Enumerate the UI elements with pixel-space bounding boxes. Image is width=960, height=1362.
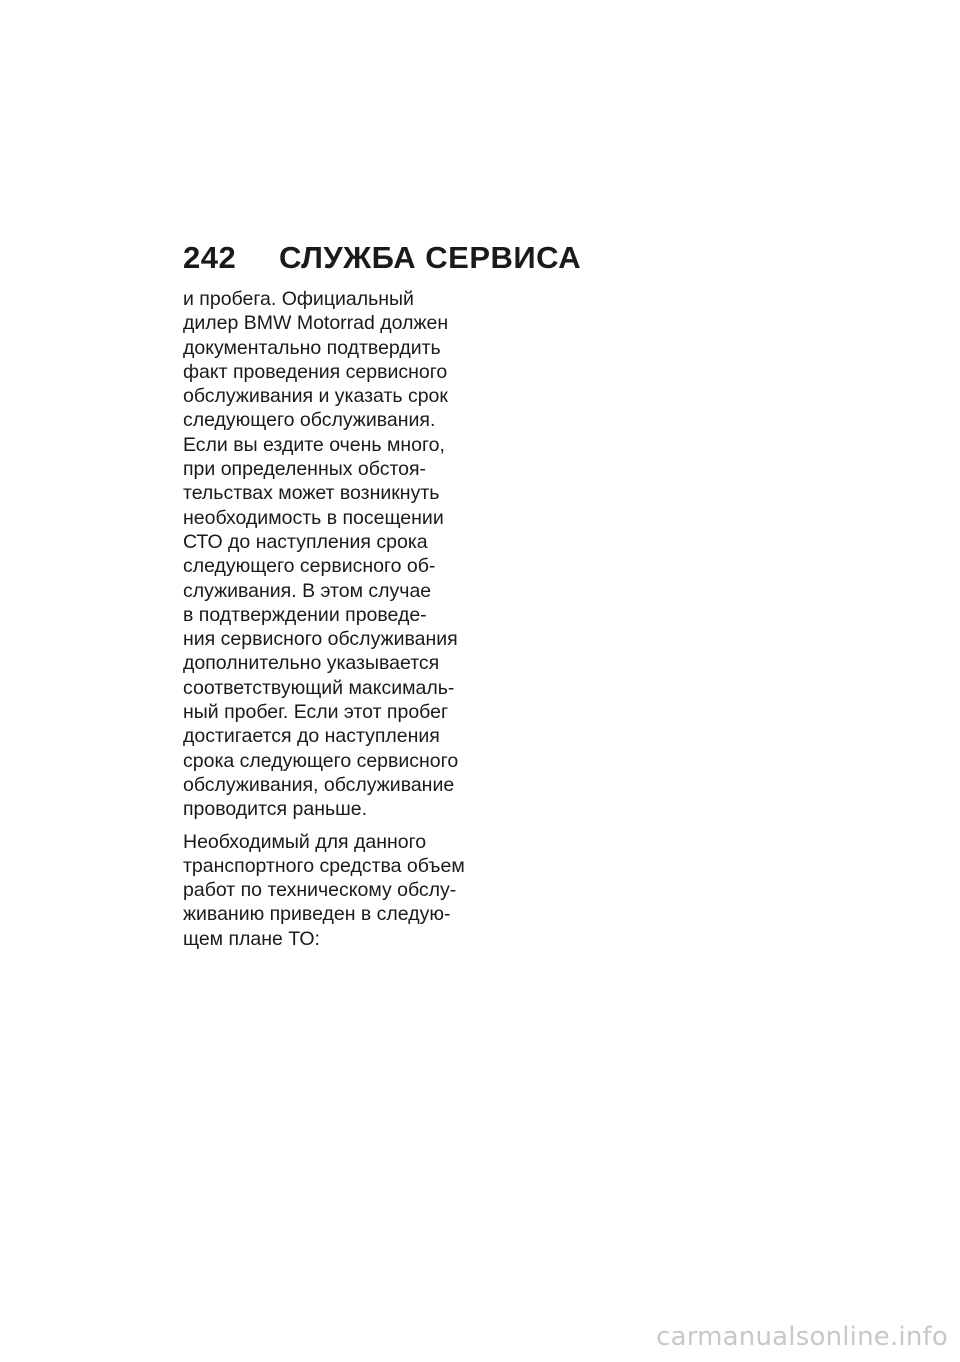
text-line: факт проведения сервисного (183, 360, 448, 383)
text-line: в подтверждении проведе- (183, 603, 427, 626)
text-line: СТО до наступления срока (183, 530, 428, 553)
text-line: щем плане ТО: (183, 927, 320, 950)
text-line: необходимость в посещении (183, 506, 444, 529)
watermark-text: carmanualsonline.info (656, 1322, 948, 1352)
text-line: проводится раньше. (183, 798, 368, 821)
paragraph-service-confirmation (183, 287, 459, 822)
text-line: и пробега. Официальный (183, 288, 414, 310)
text-line: ный пробег. Если этот пробег (183, 701, 449, 724)
text-line: срока следующего сервисного (183, 749, 459, 772)
text-line: обслуживания, обслуживание (183, 773, 455, 796)
text-line: обслуживания и указать срок (183, 385, 448, 408)
body-text-column (183, 287, 465, 951)
section-title: СЛУЖБА СЕРВИСА (279, 240, 582, 275)
text-line: документально подтвердить (183, 336, 441, 359)
text-line: следующего обслуживания. (183, 409, 436, 432)
text-line: служивания. В этом случае (183, 579, 432, 602)
text-line: дилер BMW Motorrad должен (183, 312, 449, 335)
paragraph-maintenance-plan (183, 830, 465, 951)
text-line: живанию приведен в следую- (183, 903, 451, 926)
page-number: 242 (183, 240, 237, 275)
text-line: Необходимый для данного (183, 830, 427, 853)
text-line: работ по техническому обслу- (183, 879, 457, 902)
text-line: следующего сервисного об- (183, 555, 436, 578)
text-line: при определенных обстоя- (183, 458, 427, 481)
page-header (183, 240, 581, 280)
text-line: тельствах может возникнуть (183, 482, 440, 505)
text-line: Если вы ездите очень много, (183, 433, 445, 456)
text-line: соответствующий максималь- (183, 676, 455, 699)
text-line: транспортного средства объем (183, 854, 465, 877)
text-line: достигается до наступления (183, 725, 440, 748)
text-line: дополнительно указывается (183, 652, 440, 675)
text-line: ния сервисного обслуживания (183, 628, 458, 651)
